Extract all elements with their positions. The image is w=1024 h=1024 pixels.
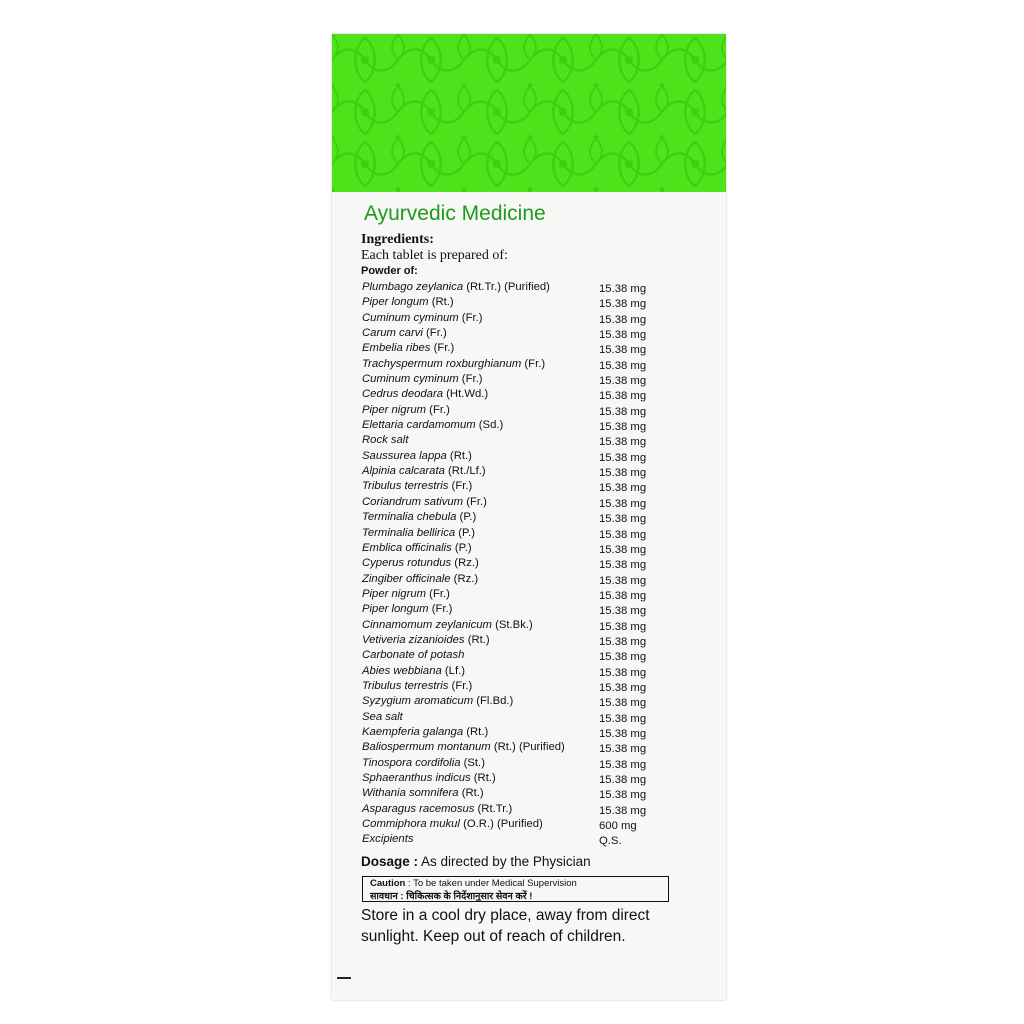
ingredient-botanical-name: Saussurea lappa	[362, 449, 447, 462]
ingredient-row	[361, 726, 701, 741]
ingredient-quantity: Q.S.	[599, 835, 622, 848]
ingredient-row	[361, 557, 701, 572]
ingredient-part: (Rt.)	[446, 449, 472, 462]
ingredient-part: (Fr.)	[422, 327, 447, 340]
ingredient-quantity: 15.38 mg	[599, 635, 647, 648]
ingredient-botanical-name: Cuminum cyminum	[362, 311, 459, 324]
ingredient-part: (Sd.)	[475, 419, 504, 432]
ingredient-botanical-name: Tinospora cordifolia	[362, 756, 461, 769]
ingredient-botanical-name: Terminalia bellirica	[362, 526, 456, 539]
ingredient-botanical-name: Vetiveria zizanioides	[362, 633, 465, 646]
ingredient-name	[362, 619, 533, 631]
ingredient-name	[362, 327, 447, 339]
ingredient-quantity: 15.38 mg	[599, 497, 647, 510]
ingredient-row	[361, 404, 701, 419]
ingredient-row	[361, 787, 701, 802]
ingredient-row	[361, 573, 701, 588]
ingredient-row	[361, 480, 701, 495]
ingredient-row	[361, 634, 701, 649]
ingredient-name	[362, 557, 479, 569]
ingredient-row	[361, 772, 701, 787]
ingredient-botanical-name: Tribulus terrestris	[362, 679, 449, 692]
dosage-text: As directed by the Physician	[418, 854, 591, 869]
ingredient-name	[362, 818, 543, 830]
product-heading: Ayurvedic Medicine	[364, 202, 546, 225]
ingredient-row	[361, 281, 701, 296]
ingredient-name	[362, 450, 472, 462]
ingredient-quantity: 15.38 mg	[599, 651, 647, 664]
ingredient-part: (Rz.)	[450, 572, 479, 585]
ingredient-botanical-name: Rock salt	[362, 434, 409, 447]
ingredient-part: (Fl.Bd.)	[473, 695, 514, 708]
ingredient-botanical-name: Piper longum	[362, 603, 429, 616]
ingredient-row	[361, 465, 701, 480]
ingredient-part: (Lf.)	[441, 664, 465, 677]
ingredient-quantity: 15.38 mg	[599, 467, 647, 480]
ingredient-part: (St.Bk.)	[491, 618, 533, 631]
ingredient-quantity: 15.38 mg	[599, 528, 647, 541]
ingredient-row	[361, 603, 701, 618]
ingredient-name	[362, 833, 414, 845]
ingredient-row	[361, 711, 701, 726]
ingredient-botanical-name: Piper nigrum	[362, 587, 427, 600]
ingredient-row	[361, 757, 701, 772]
ingredient-botanical-name: Trachyspermum roxburghianum	[362, 357, 522, 370]
ingredient-part: (Fr.)	[430, 342, 455, 355]
ingredient-row	[361, 665, 701, 680]
prepared-text: Each tablet is prepared of:	[361, 248, 508, 263]
ingredient-row	[361, 434, 701, 449]
ingredient-quantity: 15.38 mg	[599, 589, 647, 602]
ingredient-quantity: 15.38 mg	[599, 681, 647, 694]
ingredient-botanical-name: Coriandrum sativum	[362, 495, 464, 508]
ingredient-row	[361, 419, 701, 434]
ingredient-part: (Fr.)	[521, 357, 546, 370]
ingredient-part: (Rt.)	[458, 787, 484, 800]
ingredient-part: (Ht.Wd.)	[443, 388, 489, 401]
ingredient-botanical-name: Baliospermum montanum	[362, 741, 491, 754]
ingredient-part: (P.)	[456, 511, 477, 524]
ingredient-botanical-name: Syzygium aromaticum	[362, 695, 474, 708]
ingredient-row	[361, 496, 701, 511]
ingredient-quantity: 15.38 mg	[599, 666, 647, 679]
ingredient-botanical-name: Plumbago zeylanica	[362, 281, 464, 293]
ingredient-botanical-name: Emblica officinalis	[362, 541, 452, 554]
ingredient-name	[362, 542, 472, 554]
ingredient-botanical-name: Abies webbiana	[362, 664, 442, 677]
ingredient-part: (Rt.Tr.) (Purified)	[463, 281, 550, 293]
ingredient-botanical-name: Cyperus rotundus	[362, 557, 452, 570]
ingredient-quantity: 15.38 mg	[599, 804, 647, 817]
ingredient-part: (Rt.)	[428, 296, 454, 309]
ingredient-row	[361, 342, 701, 357]
dosage-line	[361, 854, 591, 869]
ingredient-part: (Rt.)	[464, 633, 490, 646]
ingredient-quantity: 15.38 mg	[599, 513, 647, 526]
ingredient-part: (Fr.)	[426, 587, 450, 600]
ingredient-quantity: 15.38 mg	[599, 313, 647, 326]
caution-hindi-text: : चिकित्सक के निर्देशानुसार सेवन करें !	[397, 891, 533, 902]
ingredient-part: (Rt.) (Purified)	[490, 741, 565, 754]
ingredient-quantity: 15.38 mg	[599, 344, 647, 357]
ingredient-botanical-name: Kaempferia galanga	[362, 725, 464, 738]
ingredient-part: (P.)	[455, 526, 476, 539]
ingredient-botanical-name: Cinnamomum zeylanicum	[362, 618, 492, 631]
ingredient-quantity: 15.38 mg	[599, 283, 647, 295]
ingredient-name	[362, 404, 450, 416]
ingredient-row	[361, 741, 701, 756]
ingredient-name	[362, 757, 485, 769]
ingredient-name	[362, 695, 513, 707]
ingredient-name	[362, 649, 464, 661]
ingredient-row	[361, 327, 701, 342]
ingredient-quantity: 15.38 mg	[599, 436, 647, 449]
ingredient-botanical-name: Cuminum cyminum	[362, 373, 459, 386]
ingredient-botanical-name: Elettaria cardamomum	[362, 419, 476, 432]
ingredient-quantity: 15.38 mg	[599, 758, 647, 771]
ingredient-part: (Fr.)	[448, 679, 473, 692]
ingredient-quantity: 15.38 mg	[599, 712, 647, 725]
ingredient-botanical-name: Excipients	[362, 833, 414, 846]
storage-instructions: Store in a cool dry place, away from direct sunlight. Keep out of reach of children.	[361, 907, 650, 945]
ingredient-quantity: 600 mg	[599, 820, 637, 833]
ingredient-quantity: 15.38 mg	[599, 421, 647, 434]
ingredient-quantity: 15.38 mg	[599, 543, 647, 556]
ingredient-quantity: 15.38 mg	[599, 298, 647, 311]
ingredient-part: (P.)	[451, 541, 472, 554]
ingredient-row	[361, 695, 701, 710]
ingredient-name	[362, 358, 545, 370]
ingredient-part: (Fr.)	[458, 311, 483, 324]
ingredient-part: (Rt./Lf.)	[444, 465, 486, 478]
ingredient-name	[362, 726, 488, 738]
ingredient-quantity: 15.38 mg	[599, 390, 647, 403]
ingredient-name	[362, 511, 476, 523]
ingredient-quantity: 15.38 mg	[599, 375, 647, 388]
ingredient-row	[361, 818, 701, 833]
ingredient-botanical-name: Embelia ribes	[362, 342, 431, 355]
ingredient-name	[362, 573, 478, 585]
ingredient-part: (Fr.)	[428, 603, 453, 616]
ingredient-part: (Rt.)	[463, 725, 489, 738]
ingredient-botanical-name: Zingiber officinale	[362, 572, 451, 585]
ingredient-name	[362, 465, 486, 477]
ingredient-quantity: 15.38 mg	[599, 359, 647, 372]
ingredient-row	[361, 373, 701, 388]
ingredient-name	[362, 480, 472, 492]
ingredient-name	[362, 527, 475, 539]
ingredient-botanical-name: Sea salt	[362, 710, 403, 723]
ingredient-part: (Rt.Tr.)	[474, 802, 513, 815]
ingredient-row	[361, 296, 701, 311]
ingredients-heading: Ingredients:	[361, 232, 434, 247]
ingredient-part: (Rt.)	[470, 772, 496, 784]
ingredient-quantity: 15.38 mg	[599, 482, 647, 495]
ingredient-name	[362, 342, 454, 354]
ingredient-row	[361, 511, 701, 526]
ingredient-row	[361, 619, 701, 634]
ingredient-botanical-name: Commiphora mukul	[362, 818, 460, 831]
caution-english	[370, 878, 577, 889]
ingredient-row	[361, 527, 701, 542]
powder-heading: Powder of:	[361, 265, 418, 277]
caution-hindi-label: सावधान	[370, 891, 398, 902]
green-pattern-band	[332, 34, 726, 192]
ingredient-part: (O.R.) (Purified)	[459, 818, 543, 831]
edge-dash-mark	[337, 977, 351, 979]
ingredient-part: (Fr.)	[448, 480, 473, 493]
ingredient-botanical-name: Cedrus deodara	[362, 388, 444, 401]
ornamental-pattern	[332, 34, 726, 192]
ingredient-part: (Fr.)	[426, 403, 450, 416]
ingredient-name	[362, 803, 512, 815]
ingredient-part: (Fr.)	[458, 373, 483, 386]
ingredient-botanical-name: Tribulus terrestris	[362, 480, 449, 493]
caution-hindi	[370, 889, 532, 902]
ingredient-name	[362, 281, 550, 293]
ingredient-name	[362, 787, 484, 799]
ingredient-botanical-name: Carbonate of potash	[362, 649, 465, 662]
ingredient-name	[362, 312, 483, 324]
ingredient-name	[362, 665, 465, 677]
ingredient-name	[362, 434, 408, 446]
ingredient-name	[362, 634, 490, 646]
ingredient-name	[362, 711, 403, 723]
ingredient-quantity: 15.38 mg	[599, 329, 647, 342]
ingredient-quantity: 15.38 mg	[599, 605, 647, 618]
ingredient-part: (Rz.)	[451, 557, 479, 570]
ingredient-part: (Fr.)	[463, 495, 487, 508]
ingredient-row	[361, 680, 701, 695]
ingredient-name	[362, 588, 450, 600]
ingredient-botanical-name: Withania somnifera	[362, 787, 459, 800]
ingredient-quantity: 15.38 mg	[599, 697, 647, 710]
ingredient-row	[361, 803, 701, 818]
ingredient-name	[362, 419, 503, 431]
ingredient-row	[361, 649, 701, 664]
ingredient-name	[362, 388, 488, 400]
ingredient-botanical-name: Piper longum	[362, 296, 429, 309]
caution-label: Caution	[370, 878, 406, 889]
ingredient-botanical-name: Carum carvi	[362, 327, 423, 340]
ingredient-name	[362, 603, 452, 615]
ingredient-quantity: 15.38 mg	[599, 774, 647, 786]
ingredient-row	[361, 588, 701, 603]
caution-box	[362, 876, 669, 902]
ingredient-name	[362, 496, 487, 508]
ingredient-botanical-name: Asparagus racemosus	[362, 802, 475, 815]
ingredient-list	[361, 281, 701, 849]
ingredient-quantity: 15.38 mg	[599, 405, 647, 418]
ingredient-botanical-name: Alpinia calcarata	[362, 465, 445, 478]
caution-text: : To be taken under Medical Supervision	[405, 878, 577, 889]
ingredient-name	[362, 373, 483, 385]
ingredient-quantity: 15.38 mg	[599, 789, 647, 802]
ingredient-quantity: 15.38 mg	[599, 559, 647, 572]
ingredient-row	[361, 358, 701, 373]
ingredient-row	[361, 312, 701, 327]
ingredient-quantity: 15.38 mg	[599, 574, 647, 587]
ingredient-part: (St.)	[460, 756, 485, 769]
ingredient-botanical-name: Sphaeranthus indicus	[362, 772, 471, 784]
ingredient-name	[362, 741, 565, 753]
ingredient-row	[361, 542, 701, 557]
ingredient-row	[361, 833, 701, 848]
ingredient-botanical-name: Piper nigrum	[362, 403, 427, 416]
ingredient-botanical-name: Terminalia chebula	[362, 511, 457, 524]
ingredient-quantity: 15.38 mg	[599, 727, 647, 740]
ingredient-name	[362, 680, 472, 692]
ingredient-quantity: 15.38 mg	[599, 451, 647, 464]
dosage-label: Dosage :	[361, 854, 419, 869]
ingredient-name	[362, 772, 496, 784]
ingredient-quantity: 15.38 mg	[599, 743, 647, 756]
medicine-box-side-panel	[332, 34, 726, 1000]
ingredient-quantity: 15.38 mg	[599, 620, 647, 633]
ingredient-row	[361, 388, 701, 403]
ingredient-name	[362, 296, 454, 308]
ingredient-row	[361, 450, 701, 465]
